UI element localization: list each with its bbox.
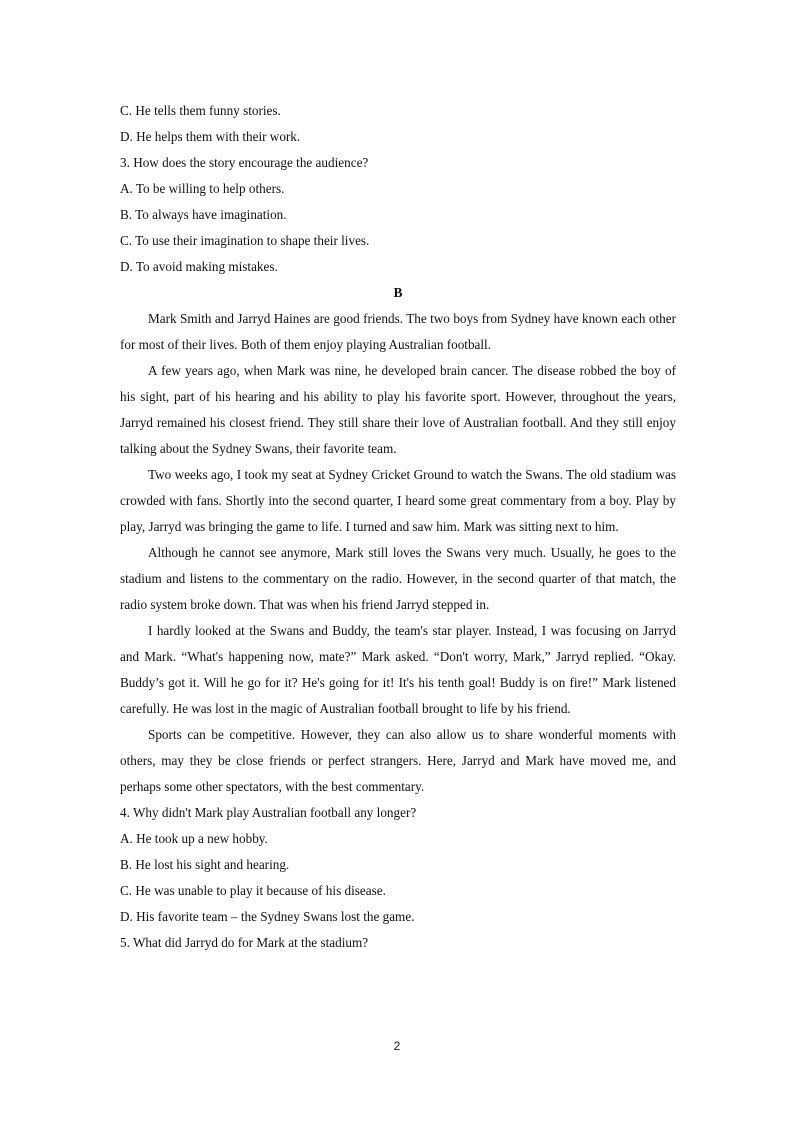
q3-option-d: D. To avoid making mistakes. (120, 259, 278, 274)
q3-option-a: A. To be willing to help others. (120, 181, 285, 196)
question-3: 3. How does the story encourage the audience? (120, 155, 369, 170)
option-d-q2: D. He helps them with their work. (120, 129, 301, 144)
q4-option-d: D. His favorite team – the Sydney Swans lost the game. (120, 909, 415, 924)
section-b-title: B (393, 285, 403, 300)
q3-option-c: C. To use their imagination to shape their lives. (120, 233, 370, 248)
q4-option-a: A. He took up a new hobby. (120, 831, 268, 846)
passage-paragraph-2: A few years ago, when Mark was nine, he developed brain cancer. The disease robbed the boy of his sight, part of his hearing and his ability to play his favorite sport. However, throughout the years, Jarryd remained his closest friend. They still share their love of Australian football. And they still enjoy talking about the Sydney Swans, their favorite team. (120, 363, 676, 456)
q4-option-c: C. He was unable to play it because of his disease. (120, 883, 386, 898)
passage-paragraph-3: Two weeks ago, I took my seat at Sydney Cricket Ground to watch the Swans. The old stadium was crowded with fans. Shortly into the second quarter, I heard some great commentary from a boy. Play by play, Jarryd was bringing the game to life. I turned and saw him. Mark was sitting next to him. (120, 467, 676, 534)
passage-paragraph-4: Although he cannot see anymore, Mark still loves the Swans very much. Usually, he goes to the stadium and listens to the commentary on the radio. However, in the second quarter of that match, the radio system broke down. That was when his friend Jarryd stepped in. (120, 545, 676, 612)
passage-paragraph-5: I hardly looked at the Swans and Buddy, the team's star player. Instead, I was focusing on Jarryd and Mark. “What's happening now, mate?” Mark asked. “Don't worry, Mark,” Jarryd replied. “Okay. Buddy’s got it. Will he go for it? He's going for it! It's his tenth goal! Buddy is on fire!” Mark listened carefully. He was lost in the magic of Australian football brought to life by his friend. (120, 623, 676, 716)
passage-paragraph-6: Sports can be competitive. However, they can also allow us to share wonderful moments with others, may they be close friends or perfect strangers. Here, Jarryd and Mark have moved me, and perhaps some other spectators, with the best commentary. (120, 727, 676, 794)
question-5: 5. What did Jarryd do for Mark at the stadium? (120, 935, 369, 950)
q3-option-b: B. To always have imagination. (120, 207, 287, 222)
option-c-q2: C. He tells them funny stories. (120, 103, 281, 118)
q4-option-b: B. He lost his sight and hearing. (120, 857, 290, 872)
page-number: 2 (393, 1039, 401, 1053)
document-body (120, 98, 676, 956)
passage-paragraph-1: Mark Smith and Jarryd Haines are good friends. The two boys from Sydney have known each other for most of their lives. Both of them enjoy playing Australian football. (120, 311, 676, 352)
question-4: 4. Why didn't Mark play Australian football any longer? (120, 805, 417, 820)
